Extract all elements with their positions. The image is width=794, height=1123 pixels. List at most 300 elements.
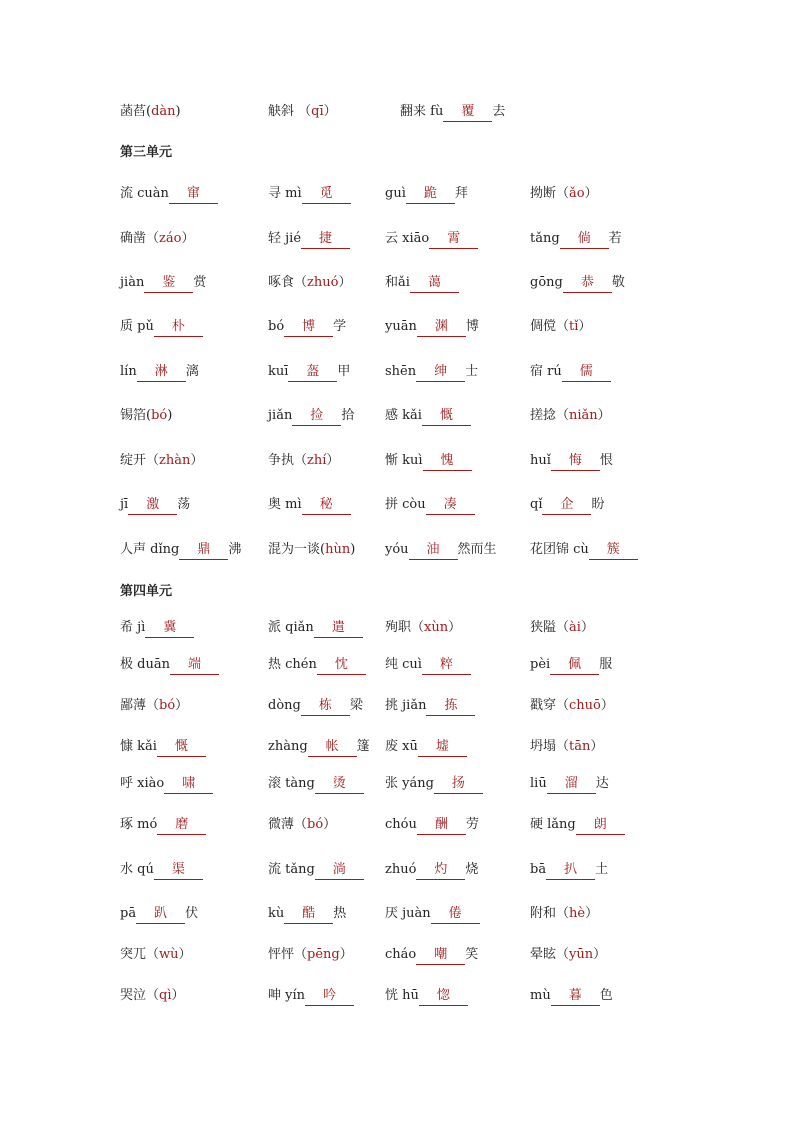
vocab-item xyxy=(268,316,346,338)
vocab-prompt: yóu xyxy=(385,542,409,557)
answer-blank: 恭 xyxy=(563,274,612,293)
vocab-item xyxy=(120,814,206,836)
vocab-item xyxy=(530,361,611,383)
vocab-row xyxy=(0,736,794,758)
vocab-item xyxy=(120,494,190,516)
vocab-prompt: pā xyxy=(120,906,137,921)
answer-blank: 粹 xyxy=(422,656,471,675)
vocab-suffix: 梁 xyxy=(349,698,363,713)
vocab-item xyxy=(120,944,192,966)
vocab-suffix: 甲 xyxy=(337,364,351,379)
pinyin-answer: tǐ xyxy=(569,319,579,334)
pinyin-answer: ài xyxy=(569,620,581,635)
vocab-item xyxy=(268,228,350,250)
vocab-suffix: ） xyxy=(178,947,192,962)
vocab-prompt: 纯 cuì xyxy=(385,657,422,672)
vocab-item xyxy=(268,695,363,717)
vocab-suffix: ） xyxy=(448,620,462,635)
answer-blank: 倘 xyxy=(560,230,609,249)
vocab-item xyxy=(120,450,203,472)
vocab-row xyxy=(0,617,794,639)
vocab-prompt: 云 xiāo xyxy=(385,231,430,246)
answer-blank: 嘲 xyxy=(416,946,465,965)
vocab-item xyxy=(530,773,609,795)
answer-blank: 博 xyxy=(284,318,333,337)
answer-blank: 绅 xyxy=(416,363,465,382)
vocab-prompt: 张 yáng xyxy=(385,776,434,791)
vocab-item xyxy=(385,272,459,294)
vocab-prompt: 宿 rú xyxy=(530,364,562,379)
answer-blank: 盔 xyxy=(288,363,337,382)
vocab-prompt: 派 qiǎn xyxy=(268,620,314,635)
answer-blank: 激 xyxy=(128,496,177,515)
vocab-item xyxy=(268,617,363,639)
answer-blank: 油 xyxy=(409,541,458,560)
vocab-suffix: ） xyxy=(171,988,185,1003)
section-heading: 第四单元 xyxy=(120,584,173,599)
vocab-prompt: dòng xyxy=(268,698,301,713)
pinyin-answer: bó xyxy=(159,698,176,713)
vocab-item xyxy=(120,183,218,205)
vocab-prompt: 废 xū xyxy=(385,739,418,754)
vocab-prompt: 啄食（ xyxy=(268,275,308,290)
answer-blank: 拣 xyxy=(426,697,475,716)
vocab-item xyxy=(385,494,475,516)
vocab-item xyxy=(268,405,354,427)
vocab-suffix: 土 xyxy=(595,862,609,877)
pinyin-answer: qī xyxy=(311,104,324,119)
vocab-item xyxy=(530,985,613,1007)
vocab-item xyxy=(268,494,351,516)
answer-blank: 溜 xyxy=(547,775,596,794)
vocab-item xyxy=(385,361,478,383)
vocab-item xyxy=(530,814,625,836)
vocab-prompt: 惭 kuì xyxy=(385,453,423,468)
vocab-prompt: 怦怦（ xyxy=(268,947,308,962)
vocab-item xyxy=(120,985,185,1007)
answer-blank: 朴 xyxy=(154,318,203,337)
answer-blank: 啸 xyxy=(164,775,213,794)
vocab-prompt: 奥 mì xyxy=(268,497,302,512)
answer-blank: 鼎 xyxy=(179,541,228,560)
answer-blank: 渊 xyxy=(417,318,466,337)
vocab-item xyxy=(385,316,479,338)
pinyin-answer: zhàn xyxy=(159,453,191,468)
vocab-prompt: 呻 yín xyxy=(268,988,306,1003)
vocab-prompt: 争执（ xyxy=(268,453,308,468)
vocab-item xyxy=(530,736,603,758)
vocab-item xyxy=(120,654,219,676)
vocab-item xyxy=(385,228,478,250)
pinyin-answer: chuō xyxy=(569,698,601,713)
vocab-item xyxy=(120,617,194,639)
pinyin-answer: niǎn xyxy=(569,408,598,423)
section-heading: 第三单元 xyxy=(120,145,173,160)
vocab-prompt: 翻来 fù xyxy=(400,104,444,119)
vocab-prompt: 水 qú xyxy=(120,862,154,877)
pinyin-answer: tān xyxy=(569,739,591,754)
vocab-item xyxy=(268,985,354,1007)
vocab-prompt: 极 duān xyxy=(120,657,170,672)
vocab-item xyxy=(530,272,625,294)
vocab-prompt: kuī xyxy=(268,364,289,379)
answer-blank: 扬 xyxy=(434,775,483,794)
vocab-prompt: 附和（ xyxy=(530,906,570,921)
vocab-item xyxy=(385,539,497,561)
vocab-prompt: 微薄（ xyxy=(268,817,308,832)
vocab-prompt: 坍塌（ xyxy=(530,739,570,754)
vocab-prompt: 流 cuàn xyxy=(120,186,169,201)
vocab-suffix: ） xyxy=(323,817,337,832)
vocab-prompt: 绽开（ xyxy=(120,453,160,468)
answer-blank: 烫 xyxy=(315,775,364,794)
vocab-prompt: 狭隘（ xyxy=(530,620,570,635)
vocab-prompt: 呼 xiào xyxy=(120,776,165,791)
vocab-item xyxy=(530,654,612,676)
vocab-item xyxy=(385,944,478,966)
vocab-suffix: ） xyxy=(597,408,611,423)
answer-blank: 霄 xyxy=(429,230,478,249)
vocab-suffix: ） xyxy=(585,906,599,921)
vocab-suffix: 恨 xyxy=(599,453,613,468)
answer-blank: 渠 xyxy=(154,861,203,880)
vocab-prompt: 流 tǎng xyxy=(268,862,315,877)
vocab-prompt: 质 pǔ xyxy=(120,319,154,334)
answer-blank: 酬 xyxy=(417,816,466,835)
vocab-item xyxy=(268,101,337,123)
vocab-prompt: kù xyxy=(268,906,285,921)
vocab-prompt: zhàng xyxy=(268,739,308,754)
vocab-suffix: 士 xyxy=(465,364,479,379)
vocab-item xyxy=(120,228,194,250)
vocab-prompt: 滚 tàng xyxy=(268,776,315,791)
vocab-suffix: 漓 xyxy=(185,364,199,379)
vocab-prompt: 轻 jié xyxy=(268,231,302,246)
pinyin-answer: ǎo xyxy=(569,186,585,201)
vocab-prompt: 搓捻（ xyxy=(530,408,570,423)
answer-blank: 遣 xyxy=(314,619,363,638)
answer-blank: 冀 xyxy=(145,619,194,638)
answer-blank: 磨 xyxy=(157,816,206,835)
answer-blank: 栋 xyxy=(301,697,350,716)
answer-blank: 酷 xyxy=(284,905,333,924)
vocab-item xyxy=(530,228,622,250)
answer-blank: 墟 xyxy=(418,738,467,757)
vocab-suffix: 荡 xyxy=(177,497,191,512)
vocab-item xyxy=(268,944,353,966)
vocab-row xyxy=(0,773,794,795)
vocab-suffix: 服 xyxy=(599,657,613,672)
vocab-prompt: 觖斜 （ xyxy=(268,104,312,119)
vocab-prompt: 和ǎi xyxy=(385,275,410,290)
vocab-prompt: 恍 hū xyxy=(385,988,419,1003)
answer-blank: 暮 xyxy=(551,987,600,1006)
vocab-item xyxy=(530,316,591,338)
vocab-item xyxy=(268,272,351,294)
vocab-item xyxy=(268,450,339,472)
answer-blank: 觅 xyxy=(302,185,351,204)
vocab-row xyxy=(0,695,794,717)
vocab-suffix: 色 xyxy=(599,988,613,1003)
vocab-suffix: 篷 xyxy=(356,739,370,754)
vocab-row xyxy=(0,405,794,427)
vocab-item xyxy=(385,695,475,717)
vocab-prompt: 人声 dǐng xyxy=(120,542,180,557)
vocab-row xyxy=(0,539,794,561)
vocab-suffix: 拜 xyxy=(454,186,468,201)
pinyin-answer: bó xyxy=(307,817,324,832)
vocab-suffix: ） xyxy=(326,453,340,468)
answer-blank: 倦 xyxy=(431,905,480,924)
vocab-item xyxy=(120,859,203,881)
pinyin-answer: bó xyxy=(151,408,168,423)
vocab-prompt: tǎng xyxy=(530,231,560,246)
vocab-row xyxy=(0,985,794,1007)
vocab-row xyxy=(0,183,794,205)
vocab-prompt: 混为一谈( xyxy=(268,542,326,557)
vocab-prompt: 晕眩（ xyxy=(530,947,570,962)
vocab-suffix: 拾 xyxy=(341,408,355,423)
vocab-suffix: 热 xyxy=(333,906,347,921)
vocab-suffix: 赏 xyxy=(193,275,207,290)
vocab-row xyxy=(0,316,794,338)
vocab-item xyxy=(385,183,468,205)
pinyin-answer: wù xyxy=(159,947,179,962)
vocab-row xyxy=(0,228,794,250)
vocab-prompt: bó xyxy=(268,319,285,334)
pinyin-answer: hùn xyxy=(325,542,351,557)
answer-blank: 蔼 xyxy=(410,274,459,293)
vocab-prompt: 琢 mó xyxy=(120,817,158,832)
vocab-suffix: ） xyxy=(584,186,598,201)
vocab-row xyxy=(0,654,794,676)
vocab-row xyxy=(0,859,794,881)
answer-blank: 鉴 xyxy=(144,274,193,293)
vocab-prompt: bā xyxy=(530,862,547,877)
vocab-item xyxy=(530,903,598,925)
vocab-prompt: 感 kǎi xyxy=(385,408,422,423)
vocab-item xyxy=(120,736,206,758)
vocab-row xyxy=(0,944,794,966)
vocab-suffix: ） xyxy=(580,620,594,635)
answer-blank: 淌 xyxy=(315,861,364,880)
vocab-item xyxy=(530,859,608,881)
vocab-prompt: 硬 lǎng xyxy=(530,817,576,832)
answer-blank: 儒 xyxy=(562,363,611,382)
vocab-prompt: 倜傥（ xyxy=(530,319,570,334)
vocab-suffix: 然而生 xyxy=(457,542,497,557)
vocab-item xyxy=(530,405,611,427)
vocab-suffix: 劳 xyxy=(465,817,479,832)
vocab-item xyxy=(120,695,188,717)
vocab-suffix: 若 xyxy=(608,231,622,246)
answer-blank: 淋 xyxy=(137,363,186,382)
vocab-item xyxy=(268,654,366,676)
vocab-suffix: ) xyxy=(175,104,181,119)
vocab-suffix: 博 xyxy=(465,319,479,334)
vocab-suffix: 烧 xyxy=(465,862,479,877)
vocab-prompt: liū xyxy=(530,776,547,791)
vocab-prompt: 菡萏( xyxy=(120,104,152,119)
vocab-item xyxy=(268,814,336,836)
vocab-item xyxy=(268,183,351,205)
vocab-prompt: guì xyxy=(385,186,406,201)
vocab-item xyxy=(530,450,613,472)
answer-blank: 忱 xyxy=(317,656,366,675)
answer-blank: 窜 xyxy=(169,185,218,204)
vocab-item xyxy=(530,494,605,516)
answer-blank: 吟 xyxy=(305,987,354,1006)
vocab-prompt: 热 chén xyxy=(268,657,317,672)
vocab-prompt: 拗断（ xyxy=(530,186,570,201)
vocab-row xyxy=(0,903,794,925)
vocab-prompt: 挑 jiǎn xyxy=(385,698,427,713)
answer-blank: 帐 xyxy=(308,738,357,757)
vocab-prompt: 突兀（ xyxy=(120,947,160,962)
vocab-suffix: 敬 xyxy=(611,275,625,290)
vocab-prompt: yuān xyxy=(385,319,417,334)
pinyin-answer: qì xyxy=(159,988,172,1003)
vocab-prompt: huǐ xyxy=(530,453,551,468)
pinyin-answer: xùn xyxy=(424,620,449,635)
vocab-suffix: ） xyxy=(600,698,614,713)
vocab-suffix: 去 xyxy=(492,104,506,119)
vocab-suffix: ） xyxy=(190,453,204,468)
vocab-item xyxy=(385,450,472,472)
vocab-suffix: ） xyxy=(338,275,352,290)
answer-blank: 趴 xyxy=(136,905,185,924)
vocab-suffix: ） xyxy=(339,947,353,962)
vocab-item xyxy=(120,773,213,795)
vocab-prompt: jī xyxy=(120,497,129,512)
answer-blank: 扒 xyxy=(546,861,595,880)
pinyin-answer: zhuó xyxy=(307,275,339,290)
vocab-item xyxy=(120,101,181,123)
answer-blank: 跪 xyxy=(406,185,455,204)
answer-blank: 捡 xyxy=(292,407,341,426)
vocab-row xyxy=(0,101,794,123)
vocab-item xyxy=(385,985,468,1007)
answer-blank: 惚 xyxy=(419,987,468,1006)
vocab-item xyxy=(530,617,594,639)
vocab-row xyxy=(0,272,794,294)
vocab-prompt: qǐ xyxy=(530,497,543,512)
vocab-item xyxy=(268,361,350,383)
vocab-item xyxy=(385,859,478,881)
pinyin-answer: pēng xyxy=(307,947,340,962)
vocab-item xyxy=(530,695,614,717)
vocab-suffix: 沸 xyxy=(228,542,242,557)
vocab-prompt: jiàn xyxy=(120,275,145,290)
vocab-item xyxy=(268,736,370,758)
answer-blank: 企 xyxy=(542,496,591,515)
vocab-item xyxy=(385,736,467,758)
vocab-suffix: ) xyxy=(167,408,173,423)
vocab-item xyxy=(400,101,505,123)
vocab-suffix: 学 xyxy=(333,319,347,334)
vocab-item xyxy=(120,272,206,294)
vocab-item xyxy=(268,539,355,561)
vocab-prompt: lín xyxy=(120,364,137,379)
vocab-row xyxy=(0,494,794,516)
vocab-suffix: 笑 xyxy=(465,947,479,962)
answer-blank: 悔 xyxy=(551,452,600,471)
vocab-suffix: ） xyxy=(181,231,195,246)
vocab-suffix: ） xyxy=(593,947,607,962)
vocab-prompt: 慷 kǎi xyxy=(120,739,157,754)
vocab-suffix: ) xyxy=(350,542,356,557)
vocab-prompt: shēn xyxy=(385,364,417,379)
vocab-suffix: ） xyxy=(323,104,337,119)
pinyin-answer: yūn xyxy=(569,947,594,962)
pinyin-answer: záo xyxy=(159,231,182,246)
vocab-prompt: chóu xyxy=(385,817,417,832)
answer-blank: 捷 xyxy=(301,230,350,249)
vocab-item xyxy=(120,405,172,427)
answer-blank: 凑 xyxy=(426,496,475,515)
answer-blank: 灼 xyxy=(416,861,465,880)
vocab-prompt: mù xyxy=(530,988,551,1003)
answer-blank: 覆 xyxy=(443,103,492,122)
vocab-prompt: gōng xyxy=(530,275,563,290)
vocab-item xyxy=(268,773,364,795)
vocab-suffix: 盼 xyxy=(591,497,605,512)
vocab-prompt: 殉职（ xyxy=(385,620,425,635)
vocab-row xyxy=(0,361,794,383)
vocab-suffix: ） xyxy=(175,698,189,713)
vocab-prompt: 戳穿（ xyxy=(530,698,570,713)
vocab-prompt: 鄙薄（ xyxy=(120,698,160,713)
vocab-prompt: jiǎn xyxy=(268,408,293,423)
pinyin-answer: zhí xyxy=(307,453,327,468)
vocab-item xyxy=(530,539,638,561)
answer-blank: 朗 xyxy=(576,816,625,835)
vocab-prompt: 花团锦 cù xyxy=(530,542,589,557)
vocab-suffix: ） xyxy=(578,319,592,334)
answer-blank: 端 xyxy=(170,656,219,675)
vocab-item xyxy=(268,859,364,881)
vocab-row xyxy=(0,814,794,836)
vocab-item xyxy=(530,183,598,205)
answer-blank: 慨 xyxy=(422,407,471,426)
vocab-suffix: ） xyxy=(590,739,604,754)
vocab-item xyxy=(385,814,479,836)
vocab-prompt: 哭泣（ xyxy=(120,988,160,1003)
vocab-prompt: 拼 còu xyxy=(385,497,426,512)
vocab-item xyxy=(385,617,461,639)
vocab-prompt: cháo xyxy=(385,947,417,962)
vocab-item xyxy=(530,944,606,966)
vocab-row xyxy=(0,450,794,472)
pinyin-answer: hè xyxy=(569,906,586,921)
vocab-suffix: 伏 xyxy=(185,906,199,921)
vocab-item xyxy=(385,654,471,676)
answer-blank: 佩 xyxy=(550,656,599,675)
vocab-item xyxy=(120,316,203,338)
vocab-item xyxy=(385,773,483,795)
vocab-prompt: 厌 juàn xyxy=(385,906,431,921)
vocab-suffix: 达 xyxy=(595,776,609,791)
vocab-prompt: 确凿（ xyxy=(120,231,160,246)
vocab-item xyxy=(120,539,241,561)
vocab-item xyxy=(385,903,480,925)
answer-blank: 愧 xyxy=(423,452,472,471)
vocab-item xyxy=(385,405,471,427)
answer-blank: 秘 xyxy=(302,496,351,515)
vocab-prompt: zhuó xyxy=(385,862,417,877)
vocab-item xyxy=(120,361,199,383)
answer-blank: 簇 xyxy=(589,541,638,560)
